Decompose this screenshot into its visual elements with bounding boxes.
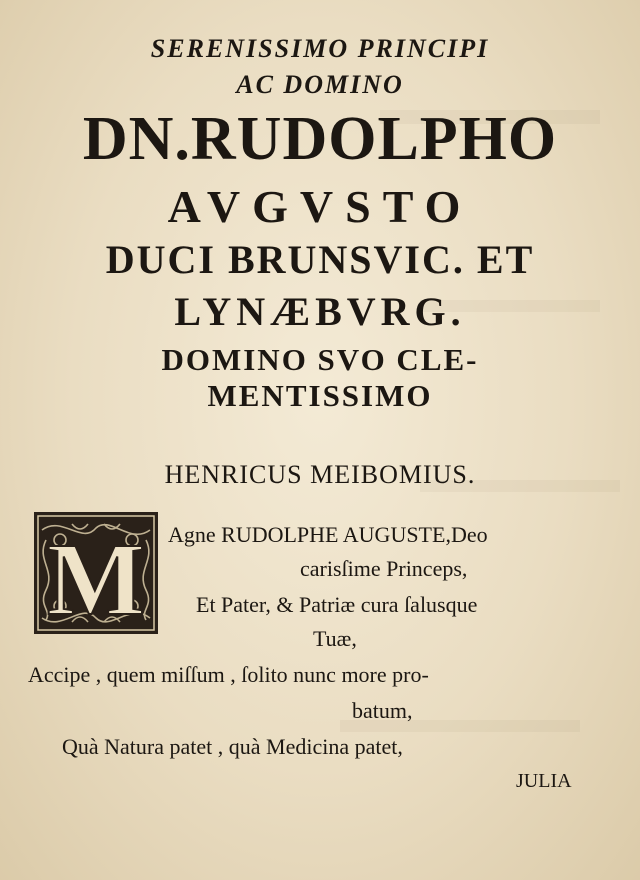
poem-line-4: Tuæ, [313,626,357,651]
poem-line-5: Accipe , quem miſſum , ſolito nunc more pro- [28,662,429,687]
dedicatee-name: DN.RUDOLPHO [82,105,558,173]
poem-line-3: Et Pater, & Patriæ cura ſalusque [196,592,478,617]
ornament-initial-icon [32,510,160,636]
dedication-closing-2: MENTISSIMO [207,378,433,413]
author-name: HENRICUS MEIBOMIUS. [164,460,476,489]
svg-text:M: M [46,522,146,636]
catchword: JULIA [516,770,572,792]
poem-line-7: Quà Natura patet , quà Medicina patet, [62,734,403,759]
dedication-line-1: SERENISSIMO PRINCIPI [150,34,490,63]
decorated-initial [32,510,160,636]
poem-line-2: carisſime Princeps, [300,556,468,581]
dedicatee-epithet: AVGVSTO [167,181,473,232]
dedicatee-title-2: LYNÆBVRG. [174,289,466,334]
dedicatee-title-1: DUCI BRUNSVIC. ET [105,237,535,282]
poem-line-6: batum, [352,698,413,723]
dedication-closing-1: DOMINO SVO CLE- [161,342,479,377]
poem-line-1: Agne RUDOLPHE AUGUSTE,Deo [168,522,488,547]
dedication-line-2: AC DOMINO [236,70,404,99]
